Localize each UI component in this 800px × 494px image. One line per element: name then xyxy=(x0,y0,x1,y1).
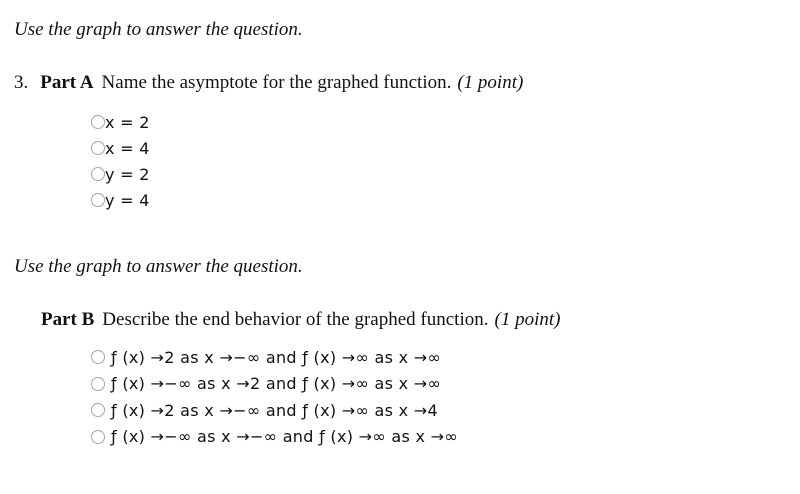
part-a-label: Part A xyxy=(40,72,94,93)
option-label: ƒ (x) →2 as x →−∞ and ƒ (x) →∞ as x →∞ xyxy=(111,347,442,367)
radio-button[interactable] xyxy=(91,167,105,181)
part-a-option-3[interactable] xyxy=(91,161,150,187)
part-b-options xyxy=(91,344,458,450)
part-b-points: (1 point) xyxy=(494,309,561,330)
part-a-option-1[interactable] xyxy=(91,109,150,135)
radio-button[interactable] xyxy=(91,193,105,207)
question-part-a xyxy=(14,72,523,94)
part-b-label: Part B xyxy=(41,309,95,330)
radio-button[interactable] xyxy=(91,350,105,364)
option-label: ƒ (x) →−∞ as x →2 and ƒ (x) →∞ as x →∞ xyxy=(111,374,442,394)
option-label: ƒ (x) →2 as x →−∞ and ƒ (x) →∞ as x →4 xyxy=(111,400,438,420)
part-a-option-4[interactable] xyxy=(91,187,150,213)
radio-button[interactable] xyxy=(91,403,105,417)
part-b-option-3[interactable] xyxy=(91,397,458,424)
part-a-points: (1 point) xyxy=(457,72,524,93)
part-b-prompt: Describe the end behavior of the graphed function. xyxy=(102,309,489,330)
part-b-option-2[interactable] xyxy=(91,371,458,398)
part-a-prompt: Name the asymptote for the graphed function. xyxy=(101,72,452,93)
option-label: x = 2 xyxy=(105,112,150,132)
option-label: ƒ (x) →−∞ as x →−∞ and ƒ (x) →∞ as x →∞ xyxy=(111,427,458,447)
radio-button[interactable] xyxy=(91,430,105,444)
instruction-text-part-a: Use the graph to answer the question. xyxy=(14,19,303,40)
question-part-b xyxy=(41,309,560,331)
part-b-option-4[interactable] xyxy=(91,424,458,451)
radio-button[interactable] xyxy=(91,115,105,129)
radio-button[interactable] xyxy=(91,141,105,155)
option-label: x = 4 xyxy=(105,138,150,158)
part-a-options xyxy=(91,109,150,213)
part-a-option-2[interactable] xyxy=(91,135,150,161)
radio-button[interactable] xyxy=(91,377,105,391)
question-number: 3. xyxy=(14,72,29,93)
instruction-text-part-b: Use the graph to answer the question. xyxy=(14,256,303,277)
option-label: y = 4 xyxy=(105,190,150,210)
part-b-option-1[interactable] xyxy=(91,344,458,371)
option-label: y = 2 xyxy=(105,164,150,184)
